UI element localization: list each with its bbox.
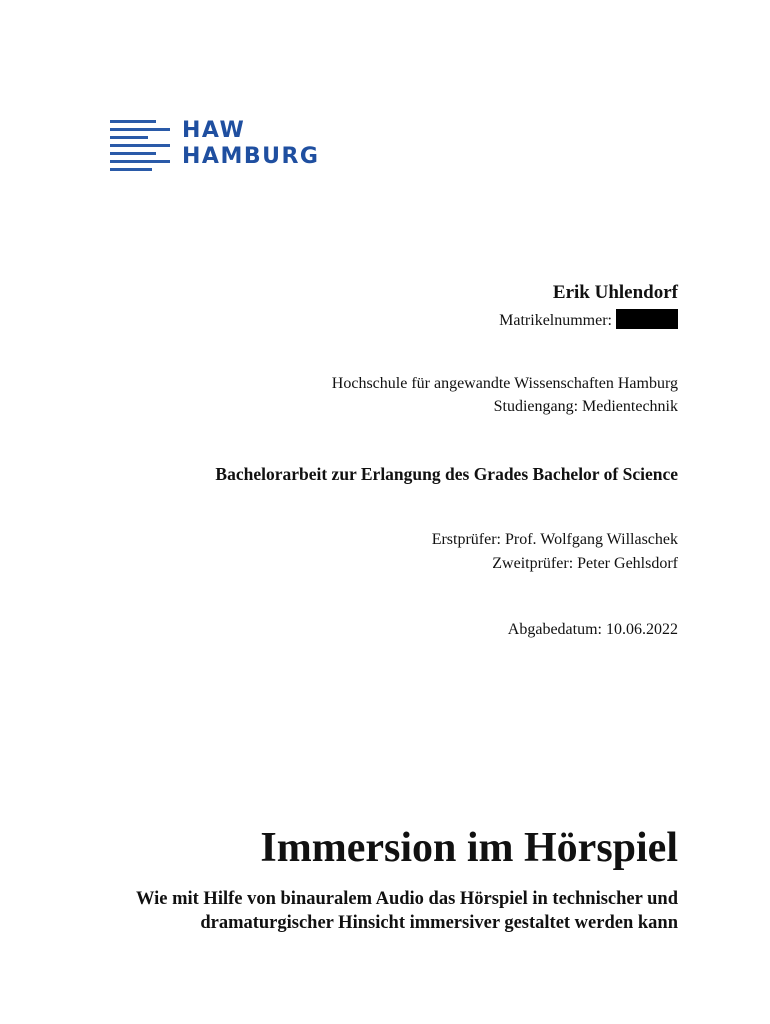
thesis-subtitle <box>136 887 678 935</box>
institution-name: Hochschule für angewandte Wissenschaften Hamburg <box>331 375 678 392</box>
thesis-title: Immersion im Hörspiel <box>260 825 678 871</box>
study-program: Studiengang: Medientechnik <box>493 398 678 415</box>
matrikel-label: Matrikelnummer: <box>499 312 612 329</box>
subtitle-line-2: dramaturgischer Hinsicht immersiver gestaltet werden kann <box>200 913 678 933</box>
logo-line-haw: HAW <box>182 118 246 143</box>
logo-wordmark <box>182 118 319 170</box>
matrikel-line <box>499 309 678 330</box>
haw-hamburg-logo <box>110 118 350 178</box>
second-examiner: Zweitprüfer: Peter Gehlsdorf <box>492 555 678 572</box>
logo-line-hamburg: HAMBURG <box>182 144 320 169</box>
first-examiner: Erstprüfer: Prof. Wolfgang Willaschek <box>431 531 678 548</box>
subtitle-line-1: Wie mit Hilfe von binauralem Audio das Hörspiel in technischer und <box>135 889 678 909</box>
redaction-box <box>616 309 678 329</box>
submission-date: Abgabedatum: 10.06.2022 <box>507 621 678 638</box>
author-name: Erik Uhlendorf <box>552 282 678 303</box>
thesis-type: Bachelorarbeit zur Erlangung des Grades Bachelor of Science <box>215 464 678 484</box>
